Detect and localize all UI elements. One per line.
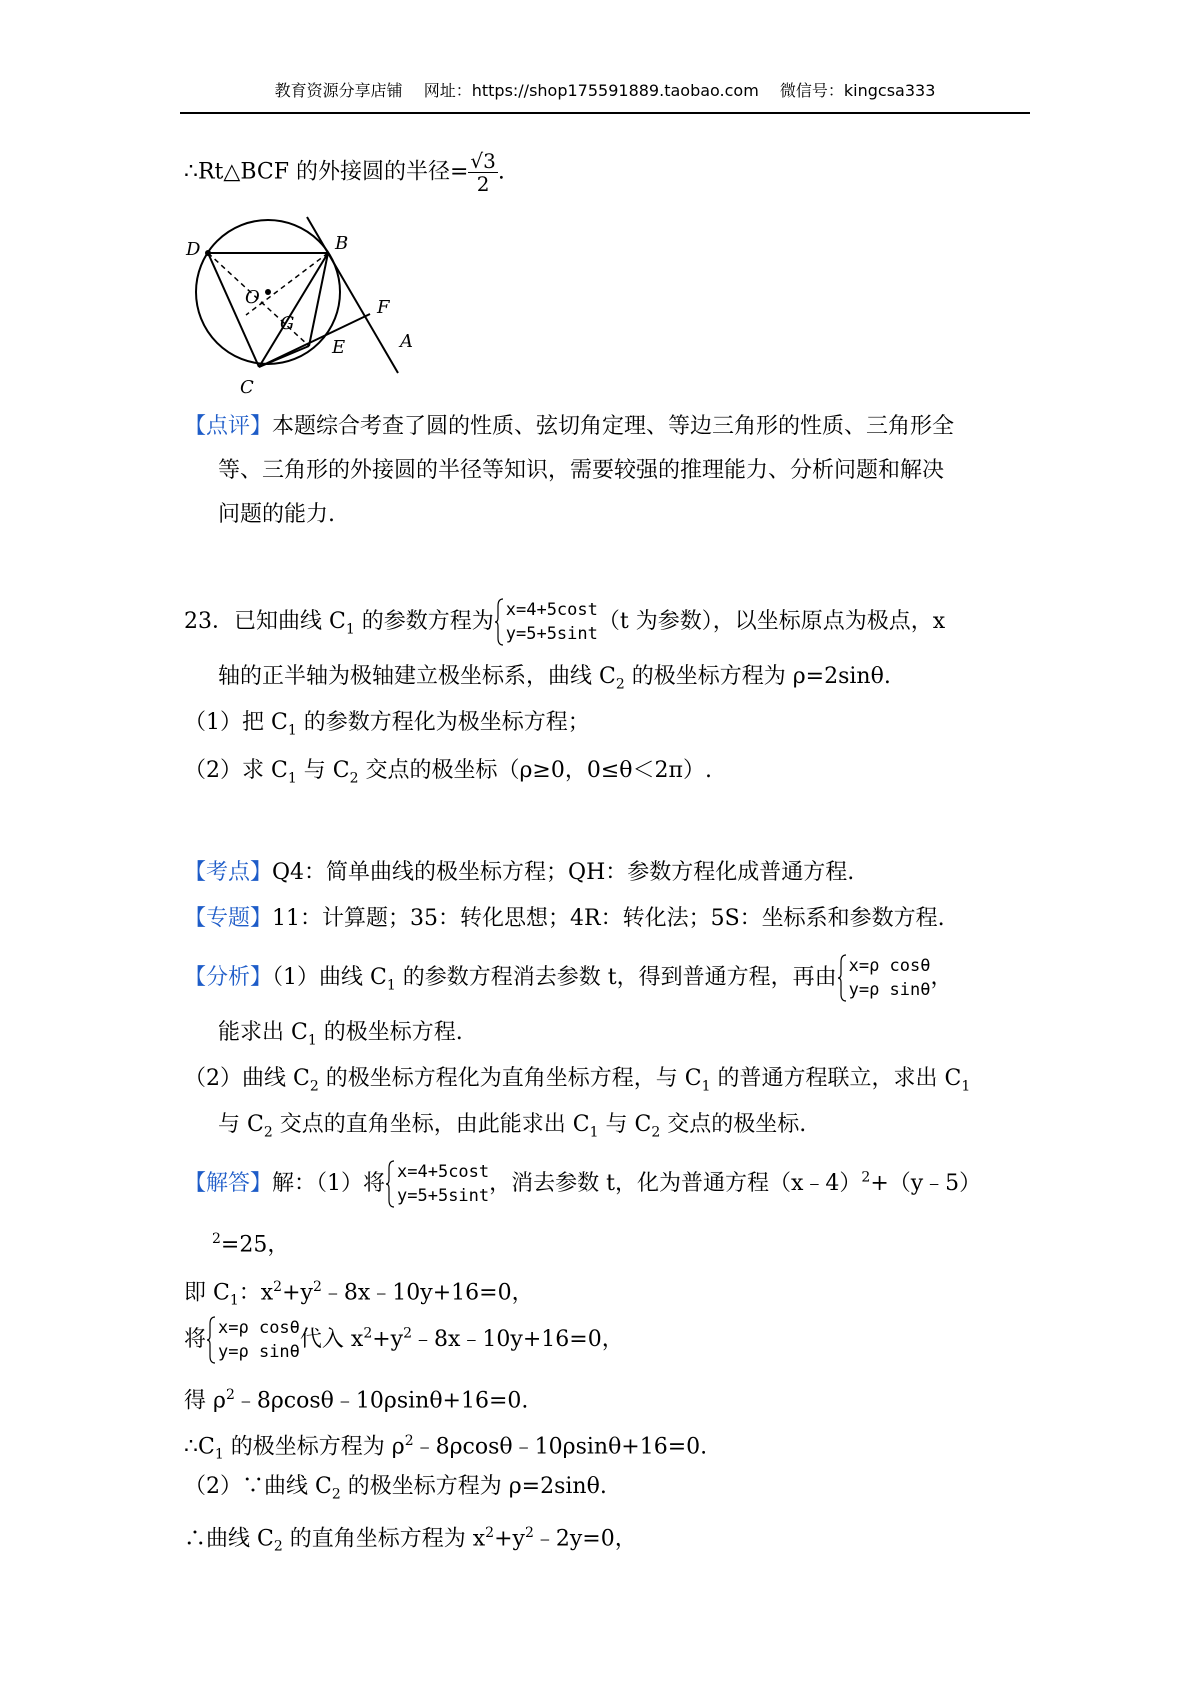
label-f: F — [377, 297, 390, 318]
conclusion-line: ∴Rt△BCF 的外接圆的半径= $\frac{√3}{2}$ . — [184, 149, 505, 196]
jieda-line-2: $^2$=25， — [212, 1231, 290, 1258]
segment-dc — [208, 253, 259, 367]
tangent-line — [307, 217, 398, 373]
jieda-line-8: ∴曲线 $C_2$ 的直角坐标方程为 $x^2+y^2﹣2y=0$， — [184, 1525, 637, 1555]
q23-part-1: （1）把 $C_1$ 的参数方程化为极坐标方程； — [184, 710, 590, 739]
review-line-3: 问题的能力. — [218, 502, 335, 527]
q23-line-2: 轴的正半轴为极轴建立极坐标系，曲线 $C_2$ 的极坐标方程为 ρ=2sinθ. — [218, 664, 891, 693]
fenxi-line-3: （2）曲线 $C_2$ 的极坐标方程化为直角坐标方程，与 $C_1$ 的普通方程联立，求出 $C_1$ — [184, 1066, 971, 1095]
jieda-line-5: 得 $\rho^2﹣8\rho\cos\theta﹣10\rho\sin\theta+16=0$. — [184, 1387, 529, 1414]
fenxi-line-4: 与 $C_2$ 交点的直角坐标，由此能求出 $C_1$ 与 $C_2$ 交点的极坐标. — [218, 1112, 807, 1141]
jieda-line-3: 即 $C_1$：$x^2+y^2﹣8x﹣10y+16=0$， — [184, 1279, 534, 1309]
label-a: A — [400, 331, 413, 352]
jieda-line-1: 【解答】解：（1）将 x=4+5cost y=5+5sint ，消去参数 t，化为普通方程（x﹣4）$^2$+（y﹣5） — [184, 1162, 982, 1206]
page-header — [180, 78, 1030, 114]
fenxi-tag: 【分析】 — [184, 965, 273, 990]
label-d: D — [186, 239, 201, 260]
param-system-2: x=4+5cost y=5+5sint — [385, 1160, 489, 1208]
header-wechat: 微信号：kingcsa333 — [779, 81, 936, 100]
point-d — [205, 250, 211, 256]
brace-icon — [385, 1160, 395, 1208]
radius-fraction: $\frac{√3}{2}$ — [470, 149, 496, 196]
geometry-figure — [180, 205, 440, 400]
fenxi-line-1: 【分析】（1）曲线 $C_1$ 的参数方程消去参数 t，得到普通方程，再由 x=ρ cosθ y=ρ sinθ ， — [184, 956, 953, 1000]
brace-icon — [837, 954, 847, 1002]
label-b: B — [335, 233, 349, 254]
polar-system-2: x=ρ cosθ y=ρ sinθ — [206, 1316, 300, 1364]
kaodian-line: 【考点】Q4：简单曲线的极坐标方程；QH：参数方程化成普通方程. — [184, 860, 855, 885]
zhuanti-tag: 【专题】 — [184, 906, 273, 931]
param-system-1: x=4+5cost y=5+5sint — [494, 598, 598, 646]
review-line-2: 等、三角形的外接圆的半径等知识，需要较强的推理能力、分析问题和解决 — [218, 458, 945, 483]
polar-system-1: x=ρ cosθ y=ρ sinθ — [837, 954, 931, 1002]
brace-icon — [206, 1316, 216, 1364]
point-o — [265, 289, 271, 295]
jieda-line-4: 将 x=ρ cosθ y=ρ sinθ 代入 $x^2+y^2﹣8x﹣10y+16=0$， — [184, 1318, 624, 1362]
jieda-tag: 【解答】 — [184, 1171, 273, 1196]
fenxi-line-2: 能求出 $C_1$ 的极坐标方程. — [218, 1020, 463, 1049]
jieda-line-7: （2）∵曲线 $C_2$ 的极坐标方程为 ρ=2sinθ. — [184, 1474, 607, 1503]
header-url: 网址：https://shop175591889.taobao.com — [423, 81, 759, 100]
review-tag: 【点评】 — [184, 414, 273, 439]
brace-icon — [494, 598, 504, 646]
zhuanti-line: 【专题】11：计算题；35：转化思想；4R：转化法；5S：坐标系和参数方程. — [184, 906, 945, 931]
q23-line-1: 23．已知曲线 $C_1$ 的参数方程为 x=4+5cost y=5+5sint （t 为参数），以坐标原点为极点，x — [184, 600, 946, 644]
label-g: G — [280, 313, 295, 334]
kaodian-tag: 【考点】 — [184, 860, 273, 885]
header-shop: 教育资源分享店铺 — [274, 81, 403, 100]
label-e: E — [332, 337, 346, 358]
label-c: C — [240, 377, 254, 398]
q23-part-2: （2）求 $C_1$ 与 $C_2$ 交点的极坐标（ρ≥0，0≤θ＜2π）. — [184, 758, 712, 787]
review-line-1: 【点评】本题综合考查了圆的性质、弦切角定理、等边三角形的性质、三角形全 — [184, 414, 955, 439]
jieda-line-6: $\therefore C_1$ 的极坐标方程为 $\rho^2﹣8\rho\cos\theta﹣10\rho\sin\theta+16=0$. — [184, 1433, 708, 1463]
label-o: O — [245, 287, 260, 308]
